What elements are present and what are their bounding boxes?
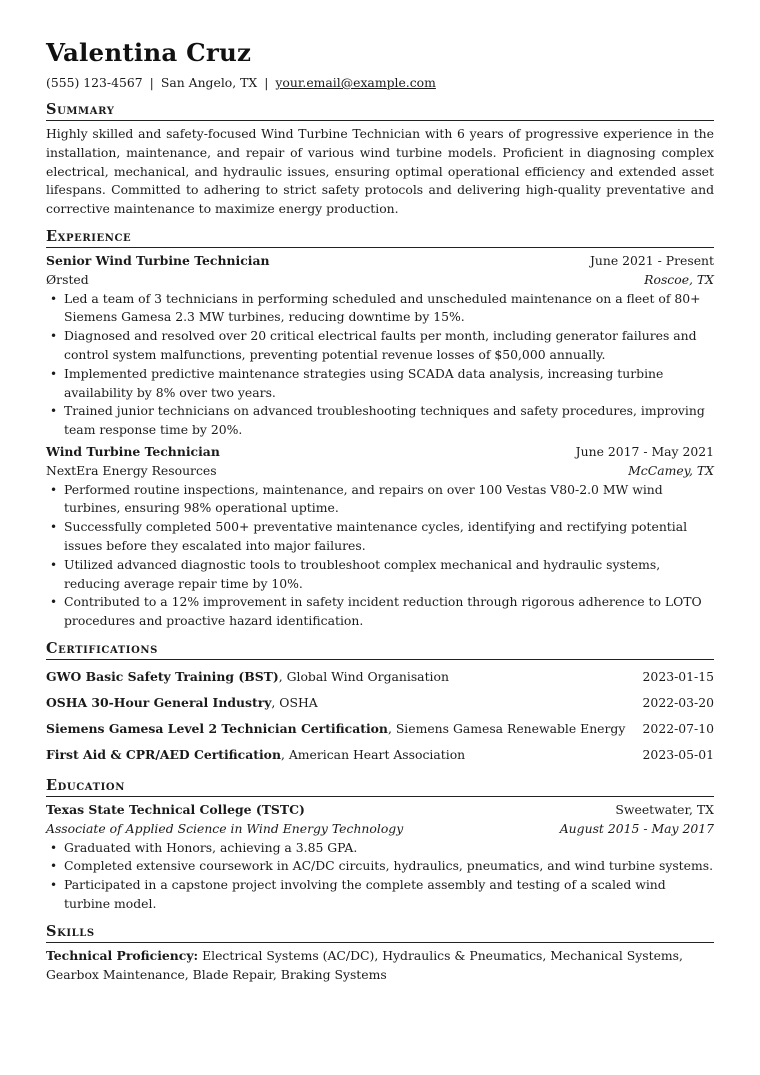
- summary-section: [46, 100, 714, 219]
- list-item: • Diagnosed and resolved over 20 critical electrical faults per month, including generator failures and control system malfunctions, preventing potential revenue losses of $50,000 annually.: [46, 327, 714, 365]
- job-company: NextEra Energy Resources: [46, 462, 217, 478]
- job-role: Wind Turbine Technician: [46, 443, 220, 459]
- job-entry: [46, 252, 714, 440]
- skills-label: Technical Proficiency:: [46, 947, 199, 963]
- phone-number: (555) 123-4567: [46, 75, 143, 90]
- list-item: • Led a team of 3 technicians in performing scheduled and unscheduled maintenance on a fleet of 80+ Siemens Gamesa 2.3 MW turbines, reducing downtime by 15%.: [46, 290, 714, 328]
- section-heading: Summary: [46, 100, 714, 121]
- list-item: • Completed extensive coursework in AC/DC circuits, hydraulics, pneumatics, and wind turbine systems.: [46, 857, 714, 876]
- list-item: • Participated in a capstone project involving the complete assembly and testing of a scaled wind turbine model.: [46, 876, 714, 914]
- job-dates: June 2017 - May 2021: [575, 443, 714, 459]
- school-location: Sweetwater, TX: [615, 801, 714, 817]
- list-item: • Graduated with Honors, achieving a 3.85 GPA.: [46, 839, 714, 858]
- certification-name: Siemens Gamesa Level 2 Technician Certification: [46, 720, 388, 736]
- certification-row: [46, 716, 714, 742]
- job-entry: [46, 443, 714, 631]
- certification-row: [46, 742, 714, 768]
- contact-separator: |: [149, 75, 154, 90]
- section-heading: Certifications: [46, 639, 714, 660]
- experience-section: [46, 227, 714, 631]
- skills-line: [46, 947, 714, 985]
- section-heading: Skills: [46, 922, 714, 943]
- education-section: [46, 776, 714, 914]
- certification-name: First Aid & CPR/AED Certification: [46, 746, 281, 762]
- list-item: • Performed routine inspections, maintenance, and repairs on over 100 Vestas V80-2.0 MW wind turbines, ensuring 98% operational uptime.: [46, 481, 714, 519]
- certification-date: 2022-07-10: [642, 720, 714, 736]
- job-company: Ørsted: [46, 271, 89, 287]
- education-bullets: [46, 839, 714, 914]
- contact-separator: |: [264, 75, 269, 90]
- job-bullets: [46, 290, 714, 440]
- job-dates: June 2021 - Present: [589, 252, 714, 268]
- list-item: • Contributed to a 12% improvement in safety incident reduction through rigorous adherence to LOTO procedures and proactive hazard identification.: [46, 593, 714, 631]
- certification-date: 2023-05-01: [642, 746, 714, 762]
- location: San Angelo, TX: [160, 75, 258, 90]
- section-heading: Education: [46, 776, 714, 797]
- job-role: Senior Wind Turbine Technician: [46, 252, 270, 268]
- certification-name: GWO Basic Safety Training (BST): [46, 668, 279, 684]
- section-heading: Experience: [46, 227, 714, 248]
- certification-issuer: , OSHA: [271, 694, 318, 710]
- skills-section: [46, 922, 714, 985]
- job-location: Roscoe, TX: [644, 271, 714, 287]
- certifications-section: [46, 639, 714, 768]
- list-item: • Implemented predictive maintenance strategies using SCADA data analysis, increasing turbine availability by 8% over two years.: [46, 365, 714, 403]
- certification-row: [46, 664, 714, 690]
- certification-date: 2022-03-20: [642, 694, 714, 710]
- list-item: • Trained junior technicians on advanced troubleshooting techniques and safety procedures, improving team response time by 20%.: [46, 402, 714, 440]
- certification-issuer: , Siemens Gamesa Renewable Energy: [387, 720, 626, 736]
- certification-date: 2023-01-15: [642, 668, 714, 684]
- education-dates: August 2015 - May 2017: [559, 820, 714, 836]
- contact-line: [46, 74, 714, 92]
- job-location: McCamey, TX: [628, 462, 714, 478]
- skills-text: Electrical Systems (AC/DC), Hydraulics & Pneumatics, Mechanical Systems, Gearbox Maintenance, Blade Repair, Braking Systems: [46, 947, 683, 982]
- job-bullets: [46, 481, 714, 631]
- list-item: • Successfully completed 500+ preventative maintenance cycles, identifying and rectifying potential issues before they escalated into major failures.: [46, 518, 714, 556]
- certification-row: [46, 690, 714, 716]
- certification-issuer: , American Heart Association: [280, 746, 466, 762]
- email-link[interactable]: your.email@example.com: [275, 75, 436, 90]
- certification-name: OSHA 30-Hour General Industry: [46, 694, 272, 710]
- summary-text: Highly skilled and safety-focused Wind Turbine Technician with 6 years of progressive experience in the installation, maintenance, and repair of various wind turbine models. Proficient in diagnosing complex electrical, mechanical, and hydraulic issues, ensuring optimal operational efficiency and extended asset lifespans. Committed to adhering to strict safety protocols and delivering high-quality preventative and corrective maintenance to maximize energy production.: [46, 126, 714, 217]
- degree-name: Associate of Applied Science in Wind Energy Technology: [46, 820, 404, 836]
- candidate-name: Valentina Cruz: [46, 38, 252, 67]
- school-name: Texas State Technical College (TSTC): [46, 801, 305, 817]
- list-item: • Utilized advanced diagnostic tools to troubleshoot complex mechanical and hydraulic systems, reducing average repair time by 10%.: [46, 556, 714, 594]
- certification-issuer: , Global Wind Organisation: [278, 668, 449, 684]
